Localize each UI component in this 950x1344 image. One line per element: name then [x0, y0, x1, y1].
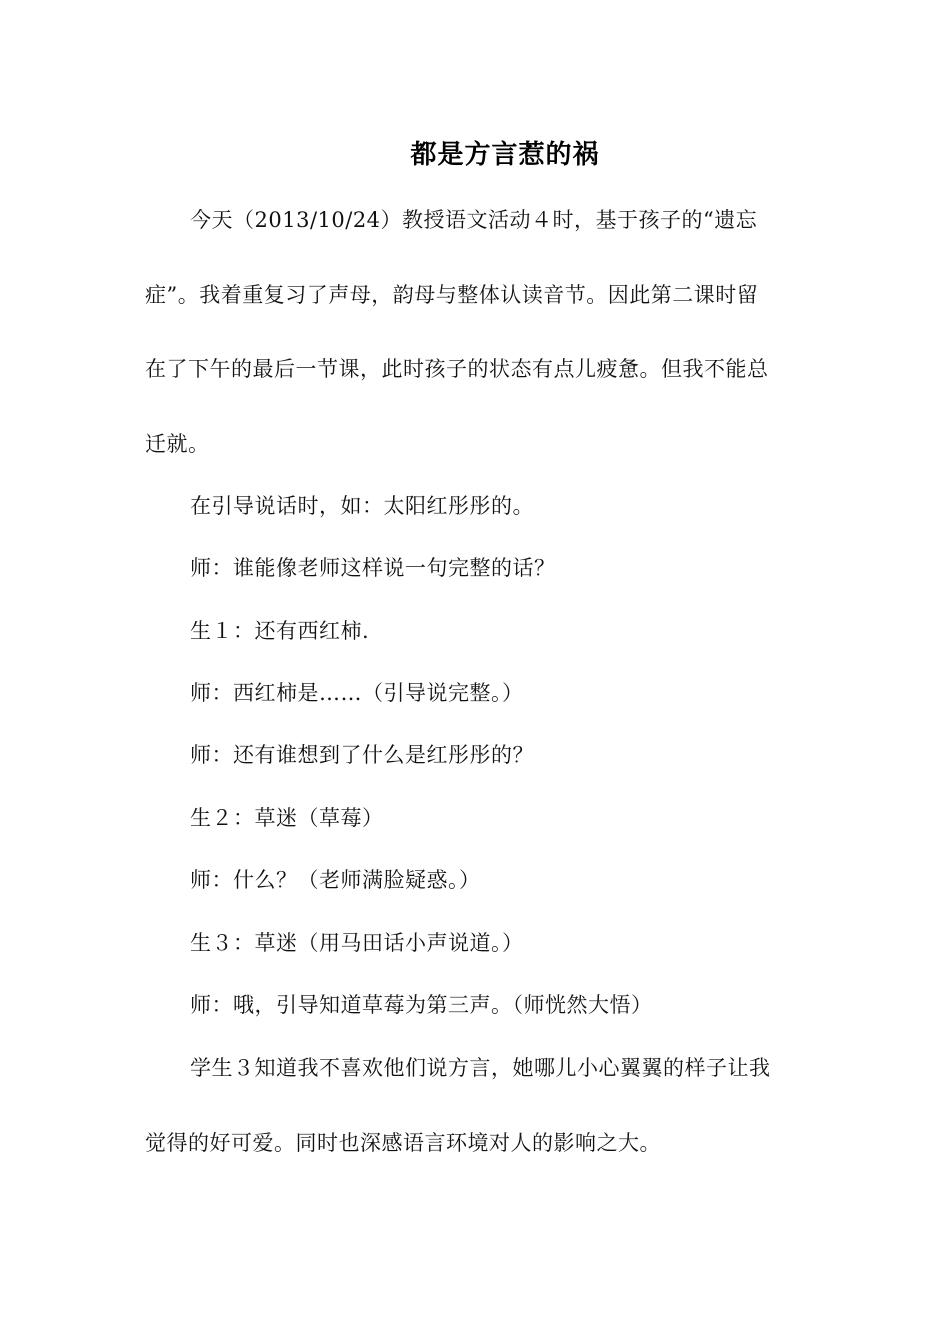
- dialogue-line: 生２：草迷（草莓）: [190, 806, 384, 830]
- dialogue-line: 师：西红柿是……（引导说完整。）: [190, 681, 524, 705]
- dialogue-line: 生１：还有西红柿.: [190, 619, 370, 643]
- dialogue-line: 师：哦，引导知道草莓为第三声。（师恍然大悟）: [190, 993, 653, 1017]
- paragraph-line: 今天（2013/10/24）教授语文活动４时，基于孩子的“遗忘: [190, 208, 758, 232]
- dialogue-line: 生３：草迷（用马田话小声说道。）: [190, 931, 524, 955]
- paragraph-line: 在引导说话时，如：太阳红彤彤的。: [190, 494, 534, 518]
- paragraph-line: 迁就。: [145, 432, 210, 456]
- paragraph-line: 在了下午的最后一节课，此时孩子的状态有点儿疲惫。但我不能总: [145, 357, 769, 381]
- document-title: 都是方言惹的祸: [410, 140, 600, 170]
- dialogue-line: 师：什么？（老师满脸疑惑。）: [190, 868, 481, 892]
- paragraph-line: 觉得的好可爱。同时也深感语言环境对人的影响之大。: [145, 1131, 661, 1155]
- dialogue-line: 师：谁能像老师这样说一句完整的话？: [190, 556, 556, 580]
- paragraph-line: 症”。我着重复习了声母，韵母与整体认读音节。因此第二课时留: [145, 283, 759, 307]
- paragraph-line: 学生３知道我不喜欢他们说方言，她哪儿小心翼翼的样子让我: [190, 1056, 771, 1080]
- dialogue-line: 师：还有谁想到了什么是红彤彤的？: [190, 743, 534, 767]
